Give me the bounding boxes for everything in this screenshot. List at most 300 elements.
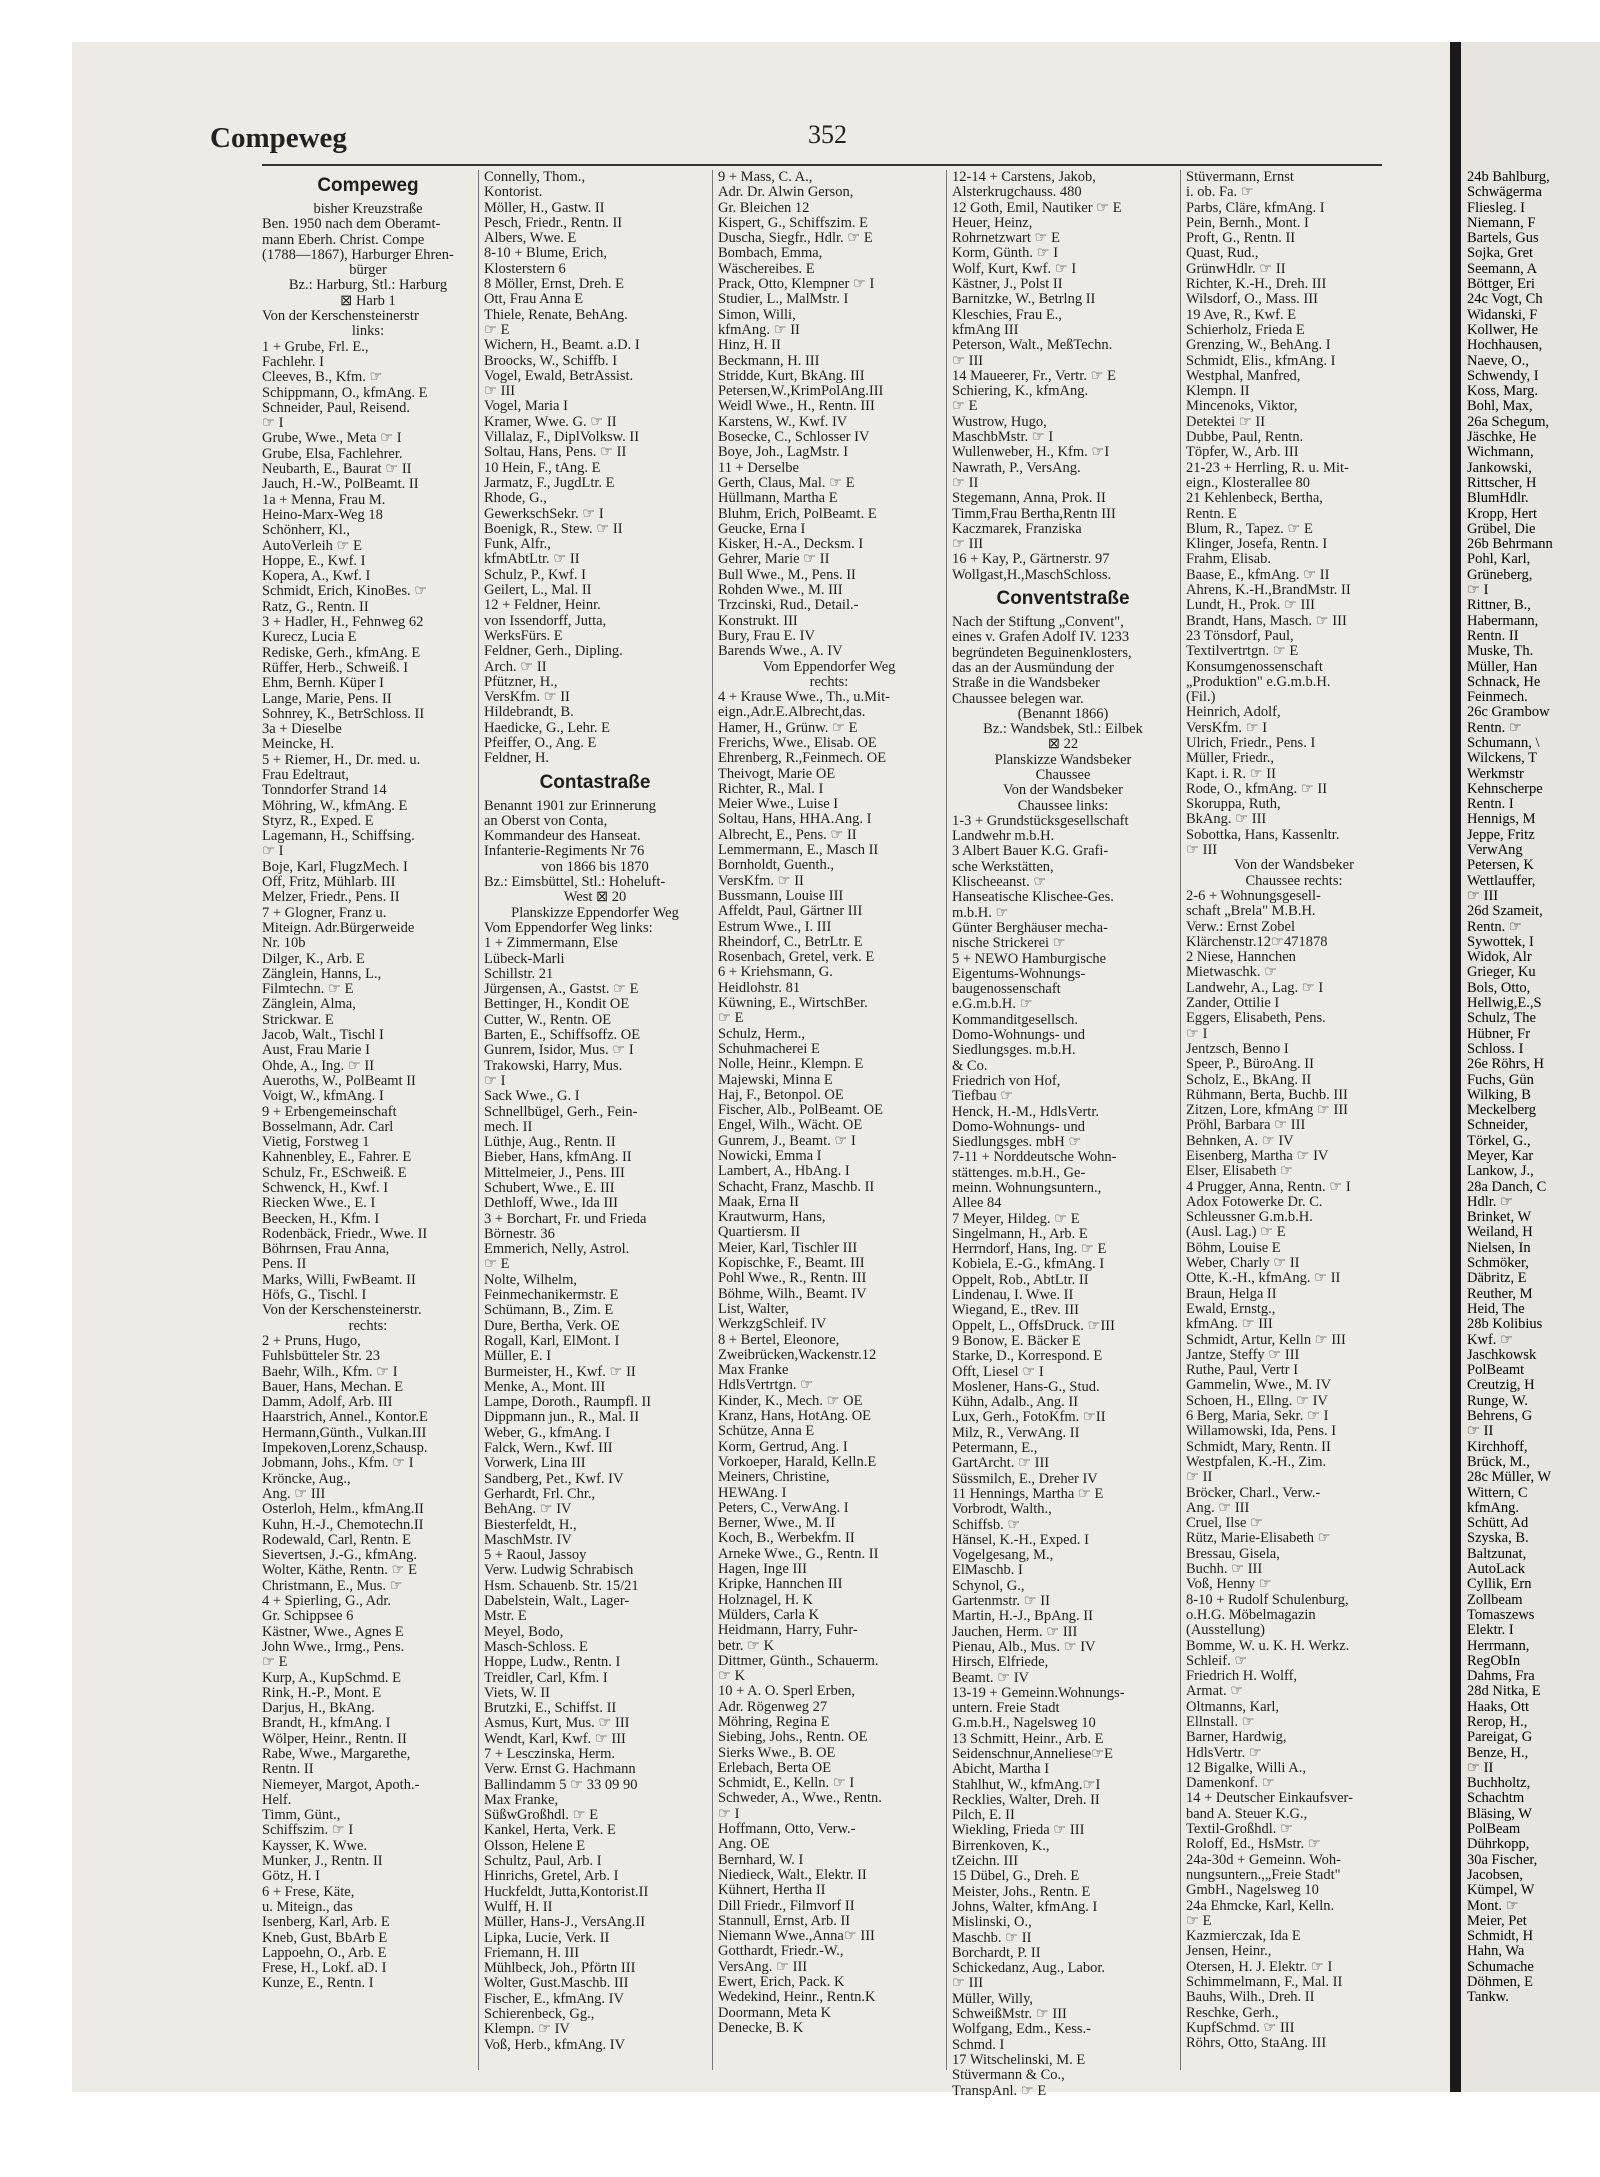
entry-line: ☞ III xyxy=(484,383,516,400)
entry-line: Ulrich, Friedr., Pens. I xyxy=(1186,734,1316,751)
column-divider xyxy=(712,170,713,2070)
entry-line: Dubbe, Paul, Rentn. xyxy=(1186,429,1304,446)
entry-line: Verw. Ludwig Schrabisch xyxy=(484,1562,634,1579)
entry-line: 7 Meyer, Hildeg. ☞ E xyxy=(952,1210,1080,1227)
entry-line: Haedicke, G., Lehr. E xyxy=(484,719,611,736)
entry-line: Schierenbeck, Gg., xyxy=(484,2006,595,2023)
entry-line: Cleeves, B., Kfm. ☞ xyxy=(262,369,383,386)
entry-line: Müller, Friedr., xyxy=(1186,750,1275,767)
next-page-entry: Grüneberg, xyxy=(1467,566,1533,583)
entry-line: Meier, Karl, Tischler III xyxy=(718,1239,858,1256)
entry-line: Sack Wwe., G. I xyxy=(484,1088,580,1105)
entry-line: Styrz, R., Exped. E xyxy=(262,812,374,829)
entry-line: Schiffsb. ☞ xyxy=(952,1516,1021,1533)
entry-line: Töpfer, W., Arb. III xyxy=(1186,444,1299,461)
next-page-entry: Sojka, Gret xyxy=(1467,245,1534,262)
entry-line: Bull Wwe., M., Pens. II xyxy=(718,566,856,583)
entry-line: Bornholdt, Guenth., xyxy=(718,857,834,874)
entry-line: Stahlhut, W., kfmAng.☞I xyxy=(952,1776,1101,1793)
entry-line: VersKfm. ☞ II xyxy=(484,689,570,706)
page-edge-shadow xyxy=(1450,42,1461,2092)
entry-line: Richter, R., Mal. I xyxy=(718,780,824,797)
entry-line: Von der Wandsbeker xyxy=(1234,857,1354,874)
entry-line: 13 Schmitt, Heinr., Arb. E xyxy=(952,1730,1104,1747)
entry-line: Pröhl, Barbara ☞ III xyxy=(1186,1117,1306,1134)
next-page-entry: Grübel, Die xyxy=(1467,520,1536,537)
entry-line: Schillstr. 21 xyxy=(484,965,554,982)
entry-line: Max Franke xyxy=(718,1362,789,1379)
entry-line: Schoen, H., Ellng. ☞ IV xyxy=(1186,1392,1328,1409)
entry-line: Bz.: Wandsbek, Stl.: Eilbek xyxy=(983,721,1143,738)
entry-line: Müller, Hans-J., VersAng.II xyxy=(484,1914,646,1931)
entry-line: Stridde, Kurt, BkAng. III xyxy=(718,367,865,384)
entry-line: 2 Niese, Hannchen xyxy=(1186,949,1296,966)
entry-line: Pohl Wwe., R., Rentn. III xyxy=(718,1270,867,1287)
entry-line: Moslener, Hans-G., Stud. xyxy=(952,1378,1100,1395)
entry-line: Schulz, P., Kwf. I xyxy=(484,566,586,583)
entry-line: Baehr, Wilh., Kfm. ☞ I xyxy=(262,1363,398,1380)
entry-line: 1 + Grube, Frl. E., xyxy=(262,338,369,355)
next-page-entry: Niemann, F xyxy=(1467,214,1536,231)
entry-line: Miteign. Adr.Bürgerweide xyxy=(262,919,415,936)
entry-line: Boye, Joh., LagMstr. I xyxy=(718,444,849,461)
entry-line: (Ausl. Lag.) ☞ E xyxy=(1186,1224,1286,1241)
entry-line: Affeldt, Paul, Gärtner III xyxy=(718,903,863,920)
entry-line: Mietwaschk. ☞ xyxy=(1186,964,1278,981)
entry-line: Klempn. II xyxy=(1186,383,1250,400)
entry-line: Armat. ☞ xyxy=(1186,1683,1244,1700)
entry-line: ☞ II xyxy=(1186,1469,1213,1486)
entry-line: Bernhard, W. I xyxy=(718,1851,804,1868)
next-page-entry: kfmAng. xyxy=(1467,1499,1519,1516)
entry-line: Frese, H., Lokf. aD. I xyxy=(262,1960,387,1977)
entry-line: Tiefbau ☞ xyxy=(952,1088,1014,1105)
entry-line: Ang. OE xyxy=(718,1836,770,1853)
entry-line: Prack, Otto, Klempner ☞ I xyxy=(718,276,875,293)
next-page-entry: Fliesleg. I xyxy=(1467,199,1525,216)
entry-line: Benannt 1901 zur Erinnerung xyxy=(484,797,656,814)
entry-line: Wollgast,H.,MaschSchloss. xyxy=(952,566,1112,583)
entry-line: Niemeyer, Margot, Apoth.- xyxy=(262,1776,420,1793)
entry-line: Oltmanns, Karl, xyxy=(1186,1698,1280,1715)
entry-line: Mislinski, O., xyxy=(952,1914,1032,1931)
entry-line: Rentn. E xyxy=(1186,505,1237,522)
entry-line: Huckfeldt, Jutta,Kontorist.II xyxy=(484,1883,649,1900)
entry-line: 9 Bonow, E. Bäcker E xyxy=(952,1332,1081,1349)
entry-line: Dabelstein, Walt., Lager- xyxy=(484,1593,630,1610)
entry-line: Estrum Wwe., I. III xyxy=(718,918,832,935)
next-page-entry: Schumache xyxy=(1467,1958,1534,1975)
entry-line: Lemmermann, E., Masch II xyxy=(718,842,879,859)
entry-line: Kontorist. xyxy=(484,184,543,201)
entry-line: Siedlungsges. mbH ☞ xyxy=(952,1134,1082,1151)
entry-line: Gerth, Claus, Mal. ☞ E xyxy=(718,474,855,491)
entry-line: ☞ I xyxy=(1186,1025,1208,1042)
entry-line: Westpfalen, K.-H., Zim. xyxy=(1186,1453,1327,1470)
next-page-entry: 24c Vogt, Ch xyxy=(1467,291,1543,308)
entry-line: Kripke, Hannchen III xyxy=(718,1576,843,1593)
entry-line: Mincenoks, Viktor, xyxy=(1186,398,1298,415)
entry-line: Vom Eppendorfer Weg links: xyxy=(484,919,653,936)
next-page-entry: Heid, The xyxy=(1467,1300,1525,1317)
entry-line: Planskizze Eppendorfer Weg xyxy=(511,904,679,921)
entry-line: Rodewald, Carl, Rentn. E xyxy=(262,1531,412,1548)
entry-line: Holznagel, H. K xyxy=(718,1591,814,1608)
next-page-entry: 28c Müller, W xyxy=(1467,1469,1552,1486)
next-page-entry: Törkel, G., xyxy=(1467,1132,1531,1149)
entry-line: Quartiersm. II xyxy=(718,1224,801,1241)
entry-line: Wichern, H., Beamt. a.D. I xyxy=(484,337,640,354)
entry-line: Böhrnsen, Frau Anna, xyxy=(262,1241,390,1258)
entry-line: Bussmann, Louise III xyxy=(718,887,844,904)
entry-line: Bauhs, Wilh., Dreh. II xyxy=(1186,1989,1315,2006)
entry-line: WerkzgSchleif. IV xyxy=(718,1316,827,1333)
entry-line: eines v. Grafen Adolf IV. 1233 xyxy=(952,629,1130,646)
page-number: 352 xyxy=(808,120,847,149)
next-page-entry: Hochhausen, xyxy=(1467,337,1543,354)
entry-line: 7 + Lesczinska, Herm. xyxy=(484,1745,615,1762)
entry-line: John Wwe., Irmg., Pens. xyxy=(262,1638,405,1655)
next-page-entry: 26a Schegum, xyxy=(1467,413,1550,430)
entry-line: Wolter, Gust.Maschb. III xyxy=(484,1975,629,1992)
entry-line: Landwehr m.b.H. xyxy=(952,828,1055,845)
entry-line: Engel, Wilh., Wächt. OE xyxy=(718,1117,863,1134)
entry-line: 4 + Krause Wwe., Th., u.Mit- xyxy=(718,689,890,706)
entry-line: kfmAng. ☞ II xyxy=(718,321,800,338)
entry-line: BehAng. ☞ IV xyxy=(484,1501,572,1518)
entry-line: Fischer, Alb., PolBeamt. OE xyxy=(718,1102,883,1119)
next-page-entry: Baltzunat, xyxy=(1467,1545,1527,1562)
entry-line: 10 Hein, F., tAng. E xyxy=(484,459,601,476)
entry-line: Cruel, Ilse ☞ xyxy=(1186,1515,1264,1532)
entry-line: 4 Prugger, Anna, Rentn. ☞ I xyxy=(1186,1178,1351,1195)
next-page-entry: Kropp, Hert xyxy=(1467,505,1538,522)
entry-line: Kästner, Wwe., Agnes E xyxy=(262,1623,404,1640)
entry-line: & Co. xyxy=(952,1057,988,1074)
next-page-entry: Jäschke, He xyxy=(1467,429,1537,446)
entry-line: Westphal, Manfred, xyxy=(1186,367,1301,384)
entry-line: Bz.: Eimsbüttel, Stl.: Hoheluft- xyxy=(484,874,666,891)
entry-line: 12 Bigalke, Willi A., xyxy=(1186,1759,1306,1776)
entry-line: Voigt, W., kfmAng. I xyxy=(262,1088,384,1105)
entry-line: Pesch, Friedr., Rentn. II xyxy=(484,214,623,231)
next-page-entry: Petersen, K xyxy=(1467,857,1534,874)
entry-line: Jentzsch, Benno I xyxy=(1186,1040,1289,1057)
entry-line: Olsson, Helene E xyxy=(484,1837,586,1854)
entry-line: (1788—1867), Harburger Ehren- xyxy=(262,246,454,263)
entry-line: e.G.m.b.H. ☞ xyxy=(952,996,1033,1013)
entry-line: Pein, Bernh., Mont. I xyxy=(1186,214,1309,231)
entry-line: Aust, Frau Marie I xyxy=(262,1042,370,1059)
entry-line: TranspAnl. ☞ E xyxy=(952,2082,1047,2099)
next-page-entry: Dahms, Fra xyxy=(1467,1668,1535,1685)
next-page-entry: AutoLack xyxy=(1467,1561,1525,1578)
entry-line: Behnken, A. ☞ IV xyxy=(1186,1132,1294,1149)
entry-line: GrünwHdlr. ☞ II xyxy=(1186,260,1286,277)
entry-line: 6 + Frese, Käte, xyxy=(262,1883,355,1900)
entry-line: Frau Edeltraut, xyxy=(262,766,349,783)
entry-line: Parbs, Cläre, kfmAng. I xyxy=(1186,199,1325,216)
next-page-entry: Fuchs, Gün xyxy=(1467,1071,1534,1088)
next-page-entry: Grieger, Ku xyxy=(1467,964,1536,981)
entry-line: 1-3 + Grundstücksgesellschaft xyxy=(952,812,1129,829)
entry-line: Connelly, Thom., xyxy=(484,169,586,185)
entry-line: Hamer, H., Grünw. ☞ E xyxy=(718,719,858,736)
entry-line: ☞ E xyxy=(262,1654,288,1671)
entry-line: Konsumgenossenschaft xyxy=(1186,658,1323,675)
entry-line: Schulz, Herm., xyxy=(718,1025,805,1042)
entry-line: Richter, K.-H., Dreh. III xyxy=(1186,276,1327,293)
entry-line: Rediske, Gerh., kfmAng. E xyxy=(262,644,421,661)
entry-line: VersKfm. ☞ II xyxy=(718,872,804,889)
entry-line: Wolter, Käthe, Rentn. ☞ E xyxy=(262,1562,418,1579)
entry-line: Willamowski, Ida, Pens. I xyxy=(1186,1423,1337,1440)
entry-line: Schiering, K., kfmAng. xyxy=(952,383,1089,400)
entry-line: Birrenkoven, K., xyxy=(952,1837,1050,1854)
entry-line: Bröcker, Charl., Verw.- xyxy=(1186,1484,1321,1501)
next-page-entry: 26b Behrmann xyxy=(1467,536,1553,553)
entry-line: ⊠ 22 xyxy=(1047,736,1079,753)
entry-line: Gartenmstr. ☞ II xyxy=(952,1593,1050,1610)
entry-line: HEWAng. I xyxy=(718,1484,787,1501)
entry-line: Meincke, H. xyxy=(262,736,335,753)
next-page-entry: Runge, W. xyxy=(1467,1392,1528,1409)
entry-line: Jensen, Heinr., xyxy=(1186,1943,1272,1960)
entry-line: Pfützner, H., xyxy=(484,673,558,690)
entry-line: Munker, J., Rentn. II xyxy=(262,1853,383,1870)
entry-line: 7-11 + Norddeutsche Wohn- xyxy=(952,1149,1117,1166)
entry-line: Bz.: Harburg, Stl.: Harburg xyxy=(288,277,448,294)
entry-line: Gotthardt, Friedr.-W., xyxy=(718,1943,844,1960)
entry-line: Ben. 1950 nach dem Oberamt- xyxy=(262,216,441,233)
entry-line: Feldner, H. xyxy=(484,750,550,767)
entry-line: Krautwurm, Hans, xyxy=(718,1209,826,1226)
entry-line: Korm, Gertrud, Ang. I xyxy=(718,1438,848,1455)
next-page-entry: Zollbeam xyxy=(1467,1591,1523,1608)
entry-line: Vorkoeper, Harald, Kelln.E xyxy=(718,1453,877,1470)
entry-line: Meister, Johs., Rentn. E xyxy=(952,1883,1091,1900)
entry-line: Bauer, Hans, Mechan. E xyxy=(262,1378,404,1395)
entry-line: Kleschies, Frau E., xyxy=(952,306,1062,323)
entry-line: Klosterstern 6 xyxy=(484,260,566,277)
entry-line: Fachlehr. I xyxy=(262,353,325,370)
entry-line: Brandt, H., kfmAng. I xyxy=(262,1715,391,1732)
entry-line: 5 + Riemer, H., Dr. med. u. xyxy=(262,751,421,768)
entry-line: eign.,Adr.E.Albrecht,das. xyxy=(718,704,866,721)
next-page-entry: Müller, Han xyxy=(1467,658,1538,675)
entry-line: Friedrich von Hof, xyxy=(952,1072,1061,1089)
next-page-entry: 26e Röhrs, H xyxy=(1467,1056,1544,1073)
entry-line: Ahrens, K.-H.,BrandMstr. II xyxy=(1186,582,1351,599)
entry-line: Rohden Wwe., M. III xyxy=(718,582,843,599)
entry-line: Wullenweber, H., Kfm. ☞I xyxy=(952,444,1110,461)
entry-line: Jacob, Walt., Tischl I xyxy=(262,1027,384,1044)
entry-line: 3 + Hadler, H., Fehnweg 62 xyxy=(262,614,424,631)
next-page-entry: Widok, Alr xyxy=(1467,949,1532,966)
entry-line: Vom Eppendorfer Weg xyxy=(762,658,896,675)
entry-line: Schultz, Paul, Arb. I xyxy=(484,1853,602,1870)
entry-line: Höfs, G., Tischl. I xyxy=(262,1287,367,1304)
entry-line: nische Strickerei ☞ xyxy=(952,935,1066,952)
next-page-entry: Brück, M., xyxy=(1467,1453,1530,1470)
entry-line: mech. II xyxy=(484,1118,533,1135)
next-page-entry: Widanski, F xyxy=(1467,306,1538,323)
entry-line: ☞ I xyxy=(484,1072,506,1089)
entry-line: MaschbMstr. ☞ I xyxy=(952,429,1054,446)
next-page-entry: Wichmann, xyxy=(1467,444,1534,461)
entry-line: Otersen, H. J. Elektr. ☞ I xyxy=(1186,1958,1333,1975)
next-page-entry: 30a Fischer, xyxy=(1467,1851,1538,1868)
entry-line: Berner, Wwe., M. II xyxy=(718,1515,836,1532)
entry-line: Darjus, H., BkAng. xyxy=(262,1700,375,1717)
entry-line: Nolte, Wilhelm, xyxy=(484,1271,577,1288)
entry-line: ☞ E xyxy=(484,1256,510,1273)
entry-line: Möhring, W., kfmAng. E xyxy=(262,797,408,814)
entry-line: 17 Witschelinski, M. E xyxy=(952,2051,1086,2068)
entry-line: i. ob. Fa. ☞ xyxy=(1186,184,1254,201)
entry-line: Offt, Liesel ☞ I xyxy=(952,1363,1044,1380)
running-head-title: Compeweg xyxy=(210,122,347,154)
entry-line: Brandt, Hans, Masch. ☞ III xyxy=(1186,612,1347,629)
entry-line: Voß, Herb., kfmAng. IV xyxy=(484,2036,626,2053)
entry-line: Nr. 10b xyxy=(262,935,306,952)
entry-line: kfmAng. ☞ III xyxy=(1186,1316,1273,1333)
entry-line: Adr. Dr. Alwin Gerson, xyxy=(718,184,854,201)
entry-line: Abicht, Martha I xyxy=(952,1761,1050,1778)
entry-line: Vogelgesang, M., xyxy=(952,1547,1054,1564)
entry-line: bisher Kreuzstraße xyxy=(313,201,423,217)
entry-line: Aueroths, W., PolBeamt II xyxy=(262,1072,416,1089)
entry-line: Filmtechn. ☞ E xyxy=(262,981,354,998)
entry-line: Gammelin, Wwe., M. IV xyxy=(1186,1377,1332,1394)
entry-line: Sierks Wwe., B. OE xyxy=(718,1744,836,1761)
entry-line: 3 + Borchart, Fr. und Frieda xyxy=(484,1210,647,1227)
entry-line: Speer, P., BüroAng. II xyxy=(1186,1056,1314,1073)
entry-line: Kröncke, Aug., xyxy=(262,1470,351,1487)
entry-line: Albers, Wwe. E xyxy=(484,230,577,247)
next-page-entry: Hennigs, M xyxy=(1467,811,1536,828)
entry-line: GartArcht. ☞ III xyxy=(952,1455,1050,1472)
entry-line: Von der Wandsbeker xyxy=(1003,782,1123,799)
next-page-entry: Böttger, Eri xyxy=(1467,276,1535,293)
next-page-entry: Mont. ☞ xyxy=(1467,1897,1519,1914)
entry-line: Siebing, Johs., Rentn. OE xyxy=(718,1729,868,1746)
entry-line: Mülders, Carla K xyxy=(718,1606,820,1623)
entry-line: Blum, R., Tapez. ☞ E xyxy=(1186,520,1313,537)
entry-line: Hoffmann, Otto, Verw.- xyxy=(718,1821,856,1838)
entry-line: links: xyxy=(351,323,385,340)
entry-line: Börnestr. 36 xyxy=(484,1225,555,1242)
entry-line: Ang. ☞ III xyxy=(262,1485,326,1502)
entry-line: Jauch, H.-W., PolBeamt. II xyxy=(262,476,419,493)
entry-line: Martin, H.-J., BpAng. II xyxy=(952,1608,1093,1625)
entry-line: Frerichs, Wwe., Elisab. OE xyxy=(718,734,877,751)
column-divider xyxy=(946,170,947,2070)
street-heading: Contastraße xyxy=(539,771,651,793)
next-page-entry: Wilckens, T xyxy=(1467,750,1538,767)
entry-line: List, Walter, xyxy=(718,1300,789,1317)
entry-line: Borchardt, P. II xyxy=(952,1944,1041,1961)
entry-line: ☞ II xyxy=(952,474,979,491)
entry-line: Wolfgang, Edm., Kess.- xyxy=(952,2021,1091,2038)
entry-line: 2 + Pruns, Hugo, xyxy=(262,1332,361,1349)
next-page-entry: PolBeamt xyxy=(1467,1362,1525,1379)
entry-line: 16 + Kay, P., Gärtnerstr. 97 xyxy=(952,551,1110,568)
entry-line: 9 + Mass, C. A., xyxy=(718,169,813,185)
entry-line: Helf. xyxy=(262,1791,292,1808)
entry-line: u. Miteign., das xyxy=(262,1898,353,1915)
next-page-entry: VerwAng xyxy=(1467,842,1523,859)
entry-line: Alsterkrugchauss. 480 xyxy=(952,184,1082,201)
entry-line: Wustrow, Hugo, xyxy=(952,413,1047,430)
entry-line: ☞ E xyxy=(1186,1912,1212,1929)
entry-line: Schönherr, Kl., xyxy=(262,522,351,539)
entry-line: 1a + Menna, Frau M. xyxy=(262,491,386,508)
entry-line: Niedieck, Walt., Elektr. II xyxy=(718,1866,867,1883)
entry-line: ElMaschb. I xyxy=(952,1562,1023,1579)
entry-line: Kobiela, E.-G., kfmAng. I xyxy=(952,1256,1105,1273)
entry-line: Studier, L., MalMstr. I xyxy=(718,291,849,308)
next-page-entry: Weiland, H xyxy=(1467,1224,1533,1241)
entry-line: untern. Freie Stadt xyxy=(952,1700,1060,1717)
entry-line: Heuer, Heinz, xyxy=(952,214,1033,231)
next-page-entry: Kollwer, He xyxy=(1467,321,1539,338)
entry-line: Chaussee rechts: xyxy=(1245,872,1343,889)
entry-line: Isenberg, Karl, Arb. E xyxy=(262,1914,390,1931)
entry-line: 11 Hennings, Martha ☞ E xyxy=(952,1485,1104,1502)
next-page-entry: Wilking, B xyxy=(1467,1086,1531,1103)
entry-line: 3a + Dieselbe xyxy=(262,721,342,738)
entry-line: 12 Goth, Emil, Nautiker ☞ E xyxy=(952,199,1122,216)
entry-line: Beecken, H., Kfm. I xyxy=(262,1210,380,1227)
next-page-entry: 26c Grambow xyxy=(1467,704,1550,721)
entry-line: Barten, E., Schiffsoffz. OE xyxy=(484,1027,641,1044)
entry-line: Sievertsen, J.-G., kfmAng. xyxy=(262,1547,418,1564)
entry-line: Barends Wwe., A. IV xyxy=(718,643,843,660)
directory-column-2 xyxy=(484,170,706,2070)
entry-line: Milz, R., VerwAng. II xyxy=(952,1424,1080,1441)
entry-line: Stüvermann, Ernst xyxy=(1186,169,1294,185)
entry-line: Singelmann, H., Arb. E xyxy=(952,1225,1088,1242)
entry-line: Ang. ☞ III xyxy=(1186,1499,1250,1516)
entry-line: Müller, Willy, xyxy=(952,1990,1033,2007)
entry-line: Erlebach, Berta OE xyxy=(718,1759,832,1776)
entry-line: Emmerich, Nelly, Astrol. xyxy=(484,1241,630,1258)
entry-line: Menke, A., Mont. III xyxy=(484,1378,606,1395)
entry-line: Haarstrich, Annel., Kontor.E xyxy=(262,1409,428,1426)
entry-line: Geucke, Erna I xyxy=(718,520,806,537)
next-page-entry: Hellwig,E.,S xyxy=(1467,995,1542,1012)
entry-line: 2-6 + Wohnungsgesell- xyxy=(1186,887,1321,904)
entry-line: Hänsel, K.-H., Exped. I xyxy=(952,1531,1089,1548)
entry-line: WerksFürs. E xyxy=(484,627,563,644)
entry-line: Baase, E., kfmAng. ☞ II xyxy=(1186,566,1330,583)
entry-line: Denecke, B. K xyxy=(718,2019,804,2036)
next-page-entry: Schnack, He xyxy=(1467,673,1541,690)
entry-line: 3 Albert Bauer K.G. Grafi- xyxy=(952,843,1109,860)
entry-line: von 1866 bis 1870 xyxy=(541,858,649,875)
entry-line: Korm, Günth. ☞ I xyxy=(952,245,1059,262)
entry-line: 21 Kehlenbeck, Bertha, xyxy=(1186,490,1323,507)
entry-line: ☞ III xyxy=(952,352,984,369)
entry-line: Schiffszim. ☞ I xyxy=(262,1822,354,1839)
entry-line: Damm, Adolf, Arb. III xyxy=(262,1394,393,1411)
entry-line: ☞ III xyxy=(952,1975,984,1992)
entry-line: Lange, Marie, Pens. II xyxy=(262,690,392,707)
entry-line: Thiele, Renate, BehAng. xyxy=(484,306,628,323)
entry-line: Timm, Günt., xyxy=(262,1807,341,1824)
entry-line: Heidlohstr. 81 xyxy=(718,979,801,996)
